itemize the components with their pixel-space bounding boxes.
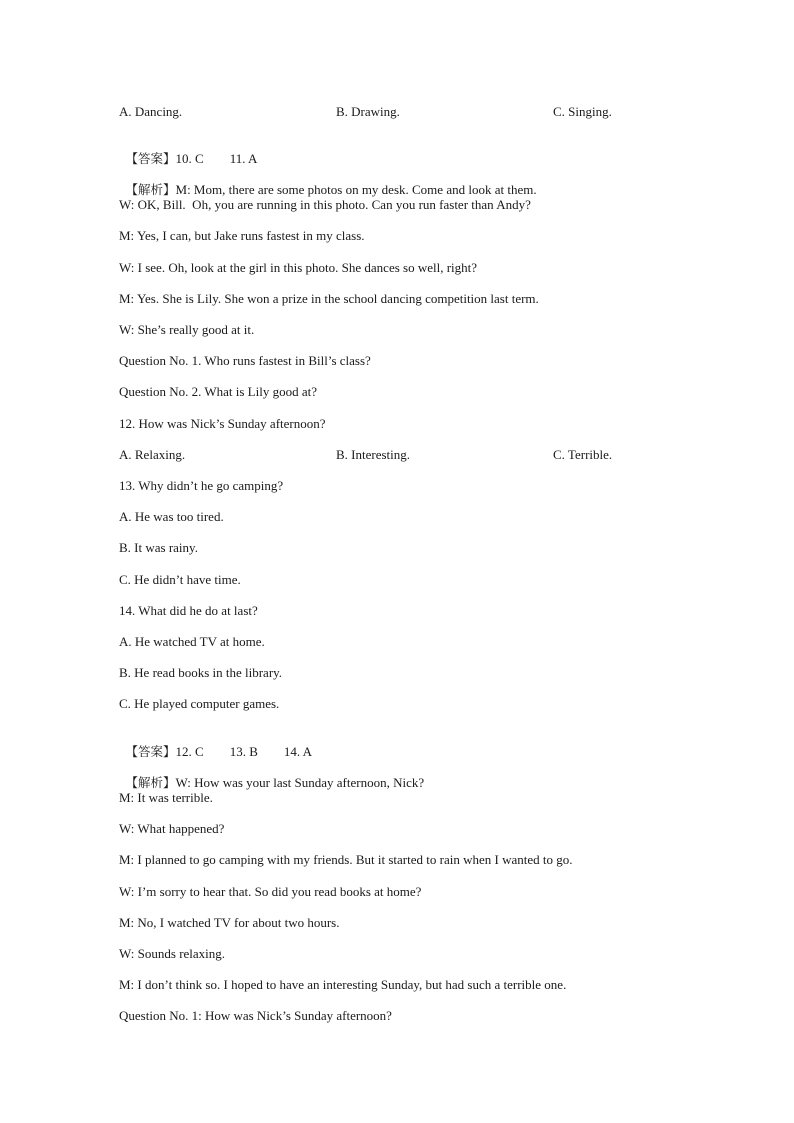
dialogue-line: W: She’s really good at it. — [119, 322, 255, 337]
answer-item: 10. C — [175, 151, 204, 166]
dialogue-line: W: What happened? — [119, 821, 225, 836]
answer-item: 13. B — [229, 744, 258, 759]
dialogue-line: W: OK, Bill. Oh, you are running in this photo. Can you run faster than Andy? — [119, 197, 531, 212]
q14-option-c: C. He played computer games. — [119, 696, 280, 711]
q12-option-c: C. Terrible. — [553, 447, 613, 462]
analysis-line-1 — [119, 166, 537, 198]
answer-item: 12. C — [175, 744, 204, 759]
dialogue-line: W: How was your last Sunday afternoon, Nick? — [175, 775, 425, 790]
q12-option-b: B. Interesting. — [336, 447, 411, 462]
answer-tag: 【答案】 — [125, 744, 176, 759]
answer-line-2 — [119, 728, 312, 760]
question-line: Question No. 1. Who runs fastest in Bill’s class? — [119, 353, 371, 368]
q11-option-a: A. Dancing. — [119, 104, 183, 119]
q13-question: 13. Why didn’t he go camping? — [119, 478, 284, 493]
dialogue-line: M: I don’t think so. I hoped to have an interesting Sunday, but had such a terrible one. — [119, 977, 567, 992]
q13-option-a: A. He was too tired. — [119, 509, 224, 524]
question-line: Question No. 1: How was Nick’s Sunday afternoon? — [119, 1008, 392, 1023]
q12-question: 12. How was Nick’s Sunday afternoon? — [119, 416, 326, 431]
question-line: Question No. 2. What is Lily good at? — [119, 384, 317, 399]
q12-option-a: A. Relaxing. — [119, 447, 186, 462]
dialogue-line: W: I see. Oh, look at the girl in this photo. She dances so well, right? — [119, 260, 478, 275]
dialogue-line: M: Yes, I can, but Jake runs fastest in my class. — [119, 228, 365, 243]
answer-tag: 【答案】 — [125, 151, 176, 166]
dialogue-line: M: Yes. She is Lily. She won a prize in the school dancing competition last term. — [119, 291, 539, 306]
dialogue-line: M: Mom, there are some photos on my desk. Come and look at them. — [175, 182, 537, 197]
q11-option-b: B. Drawing. — [336, 104, 400, 119]
dialogue-line: M: No, I watched TV for about two hours. — [119, 915, 340, 930]
dialogue-line: W: I’m sorry to hear that. So did you read books at home? — [119, 884, 422, 899]
q11-option-c: C. Singing. — [553, 104, 612, 119]
answer-line-1 — [119, 135, 257, 167]
q13-option-c: C. He didn’t have time. — [119, 572, 241, 587]
q14-option-b: B. He read books in the library. — [119, 665, 283, 680]
dialogue-line: M: It was terrible. — [119, 790, 213, 805]
dialogue-line: W: Sounds relaxing. — [119, 946, 226, 961]
analysis-tag: 【解析】 — [125, 182, 176, 197]
analysis-line-2 — [119, 759, 424, 791]
analysis-tag: 【解析】 — [125, 775, 176, 790]
q13-option-b: B. It was rainy. — [119, 540, 198, 555]
q14-option-a: A. He watched TV at home. — [119, 634, 265, 649]
dialogue-line: M: I planned to go camping with my friends. But it started to rain when I wanted to go. — [119, 852, 573, 867]
q14-question: 14. What did he do at last? — [119, 603, 258, 618]
answer-item: 11. A — [229, 151, 258, 166]
answer-item: 14. A — [283, 744, 313, 759]
